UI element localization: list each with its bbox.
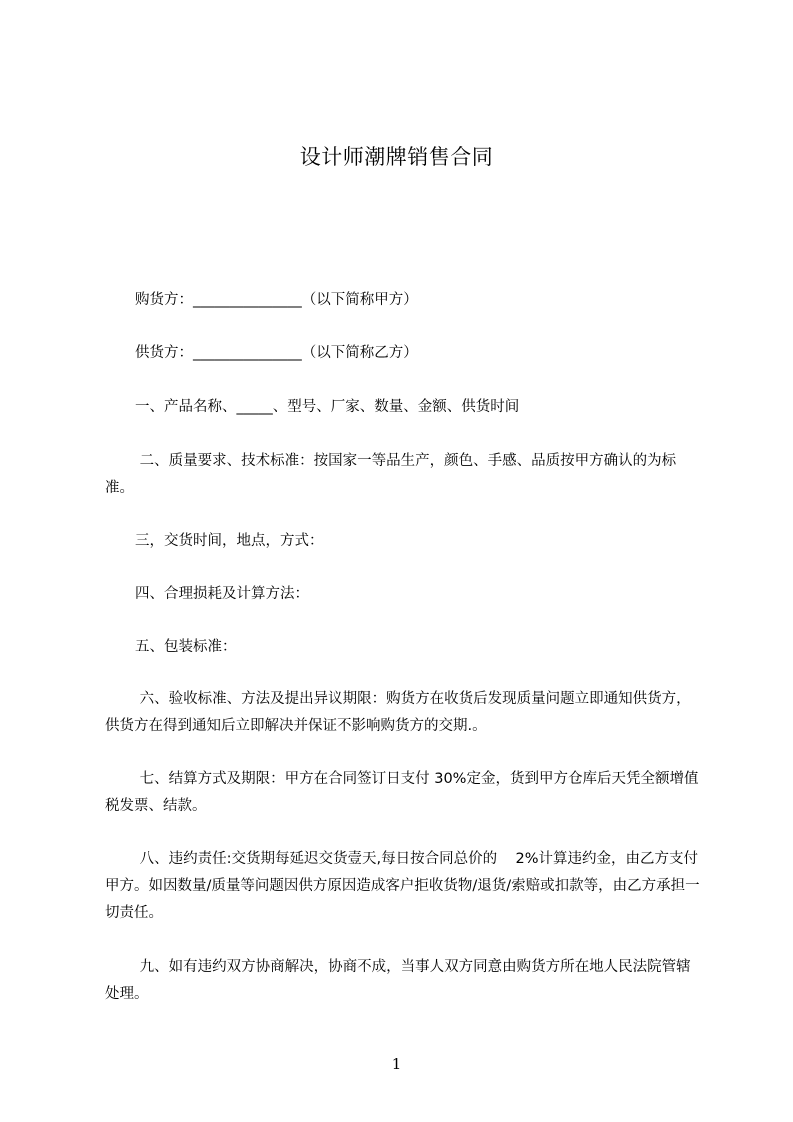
clause-2-quality: 二、质量要求、技术标准：按国家一等品生产，颜色、手感、品质按甲方确认的为标准。 xyxy=(105,453,677,496)
document-title: 设计师潮牌销售合同 xyxy=(299,145,494,169)
supplier-line: 供货方：_______________（以下简称乙方） xyxy=(135,345,418,361)
buyer-line: 购货方：_______________（以下简称甲方） xyxy=(135,292,418,308)
clause-5-packaging: 五、包装标准： xyxy=(135,639,237,655)
clause-8-liability: 八、违约责任:交货期每延迟交货壹天,每日按合同总价的 2%计算违约金，由乙方支付甲方。如因数量/质量等问题因供方原因造成客户拒收货物/退货/索赔或扣款等，由乙方承担一切责任。 xyxy=(105,851,700,921)
clause-9-dispute: 九、如有违约双方协商解决，协商不成，当事人双方同意由购货方所在地人民法院管辖处理。 xyxy=(105,959,691,1002)
clause-3-delivery: 三，交货时间，地点，方式： xyxy=(135,533,324,549)
clause-6-inspection: 六、验收标准、方法及提出异议期限：购货方在收货后发现质量问题立即通知供货方，供货方在得到通知后立即解决并保证不影响购货方的交期.。 xyxy=(105,691,691,734)
clause-4-loss: 四、合理损耗及计算方法： xyxy=(135,586,309,602)
page-number: 1 xyxy=(391,1055,402,1073)
clause-7-settlement: 七、结算方式及期限：甲方在合同签订日支付 30%定金，货到甲方仓库后天凭全额增值税发票、结款。 xyxy=(105,771,699,814)
clause-1-product: 一、产品名称、_____、型号、厂家、数量、金额、供货时间 xyxy=(135,399,520,415)
